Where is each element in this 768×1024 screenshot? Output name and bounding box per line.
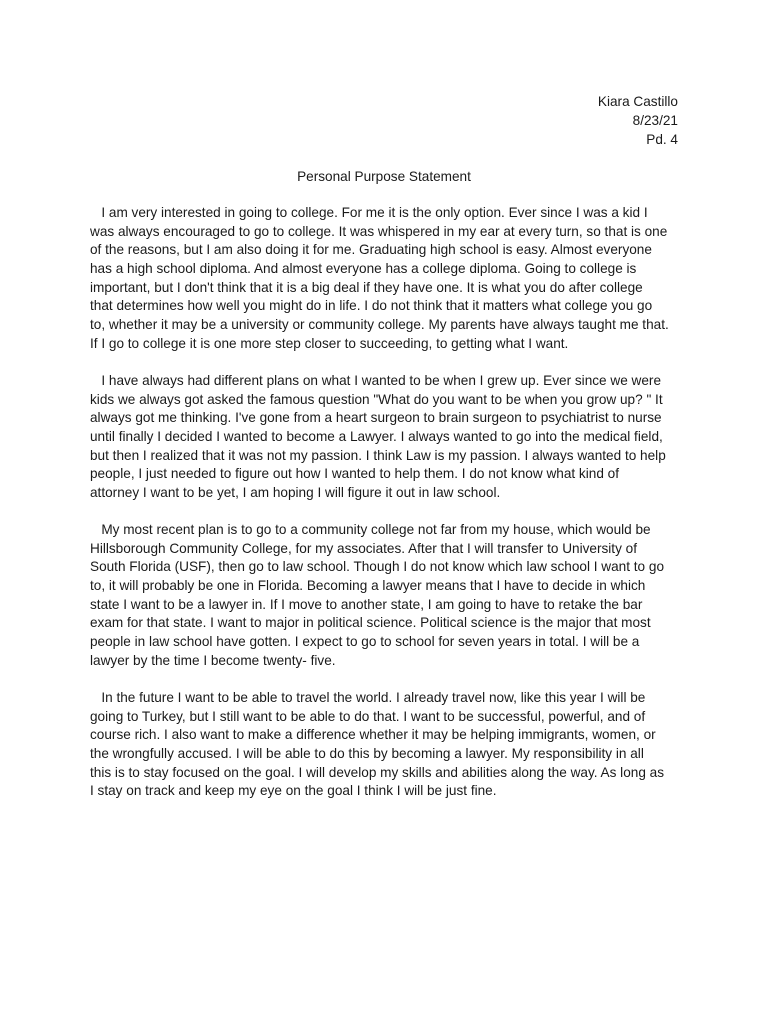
paragraph-line: state I want to be a lawyer in. If I move to another state, I am going to have to retake the bar (90, 596, 643, 612)
body-paragraph (90, 689, 678, 801)
document-title: Personal Purpose Statement (297, 169, 471, 184)
paragraph-line: people in law school have gotten. I expect to go to school for seven years in total. I will be a (90, 634, 640, 650)
paragraph-line: to, whether it may be a university or community college. My parents have always taught me that. (90, 316, 669, 332)
paragraph-line: South Florida (USF), then go to law school. Though I do not know which law school I want to go (90, 559, 665, 575)
paragraph-line: always got me thinking. I've gone from a heart surgeon to brain surgeon to psychiatrist to nurse (90, 410, 662, 426)
paragraph-line: In the future I want to be able to travel the world. I already travel now, like this year I will be (90, 690, 646, 706)
paragraph-line: I have always had different plans on what I wanted to be when I grew up. Ever since we were (90, 372, 662, 388)
body-paragraph (90, 204, 678, 353)
paragraph-line: people, I just needed to figure out how I wanted to help them. I do not know what kind of (90, 466, 619, 482)
paragraph-line: was always encouraged to go to college. It was whispered in my ear at every turn, so that is one (90, 223, 668, 239)
paragraph-line: has a high school diploma. And almost everyone has a college diploma. Going to college is (90, 260, 637, 276)
paragraph-line: Hillsborough Community College, for my associates. After that I will transfer to University of (90, 540, 637, 556)
paragraph-line: If I go to college it is one more step closer to succeeding, to getting what I want. (90, 335, 569, 351)
document-date: 8/23/21 (632, 113, 678, 128)
paragraph-line: this is to stay focused on the goal. I will develop my skills and abilities along the way. As long as (90, 764, 665, 780)
paragraph-line: I am very interested in going to college. For me it is the only option. Ever since I was a kid I (90, 205, 648, 220)
paragraph-line: I stay on track and keep my eye on the goal I think I will be just fine. (90, 783, 497, 799)
paragraph-line: attorney I want to be yet, I am hoping I will figure it out in law school. (90, 484, 501, 500)
paragraph-line: that determines how well you might do in life. I do not think that it matters what college you go (90, 298, 653, 314)
paragraph-line: kids we always got asked the famous question "What do you want to be when you grow up? " It (90, 391, 663, 407)
paragraph-line: My most recent plan is to go to a community college not far from my house, which would be (90, 522, 651, 538)
body-paragraph (90, 521, 678, 670)
paragraph-line: of the reasons, but I am also doing it for me. Graduating high school is easy. Almost everyone (90, 242, 652, 258)
paragraph-line: important, but I don't think that it is a big deal if they have one. It is what you do after college (90, 279, 643, 295)
paragraph-line: to, it will probably be one in Florida. Becoming a lawyer means that I have to decide in which (90, 578, 646, 594)
paragraph-line: but then I realized that it was not my passion. I think Law is my passion. I always wanted to help (90, 447, 666, 463)
document-body (90, 204, 678, 820)
body-paragraph (90, 372, 678, 503)
paragraph-line: the wrongfully accused. I will be able to do this by becoming a lawyer. My responsibility in all (90, 745, 644, 761)
author-header (598, 92, 678, 149)
paragraph-line: until finally I decided I wanted to become a Lawyer. I always wanted to go into the medical field, (90, 428, 663, 444)
paragraph-line: exam for that state. I want to major in political science. Political science is the major that most (90, 615, 651, 631)
paragraph-line: lawyer by the time I become twenty- five. (90, 652, 336, 668)
paragraph-line: course rich. I also want to make a difference whether it may be helping immigrants, women, or (90, 727, 656, 743)
class-period: Pd. 4 (646, 132, 678, 147)
paragraph-line: going to Turkey, but I still want to be able to do that. I want to be successful, powerful, and of (90, 708, 646, 724)
author-name: Kiara Castillo (597, 94, 678, 109)
